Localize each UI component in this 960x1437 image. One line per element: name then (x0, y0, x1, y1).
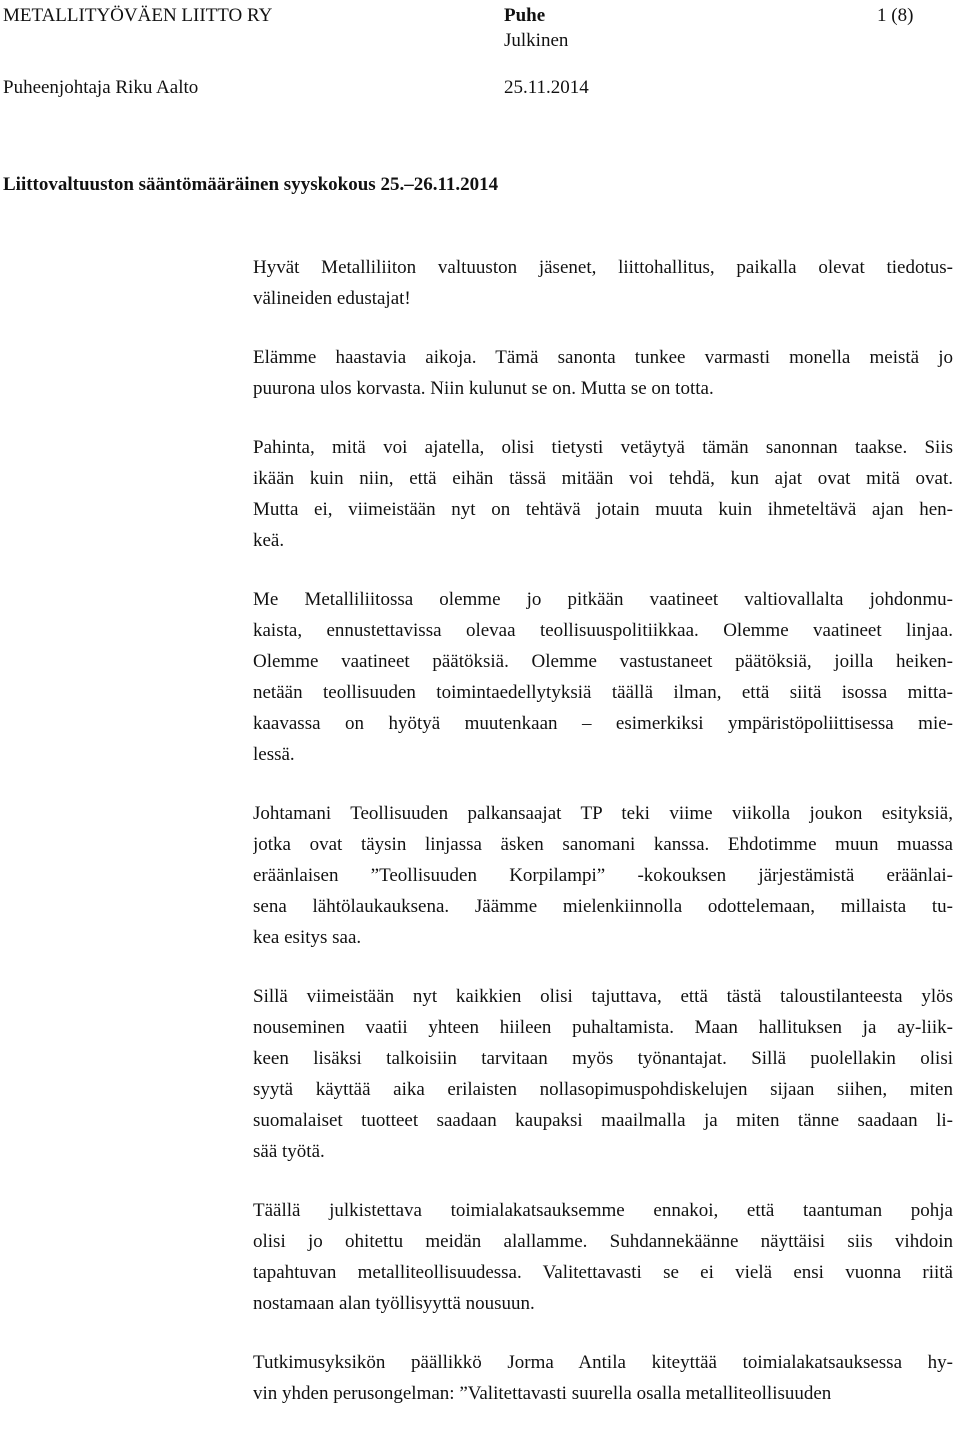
paragraph-line: Mutta ei, viimeistään nyt on tehtävä jotain muuta kuin ihmeteltävä ajan hen- (253, 499, 953, 520)
document-classification: Julkinen (504, 30, 569, 51)
paragraph-line: keä. (253, 530, 285, 551)
document-title: Liittovaltuuston sääntömääräinen syyskokous 25.–26.11.2014 (3, 174, 499, 195)
paragraph-line: Olemme vaatineet päätöksiä. Olemme vastustaneet päätöksiä, joilla heiken- (253, 651, 953, 672)
speech-paragraph (253, 1195, 953, 1319)
paragraph-line: eräänlaisen ”Teollisuuden Korpilampi” -kokouksen järjestämistä eräänlai- (253, 865, 953, 886)
speech-body (253, 252, 953, 1437)
speech-paragraph (253, 798, 953, 953)
paragraph-line: Me Metalliliitossa olemme jo pitkään vaatineet valtiovallalta johdonmu- (253, 589, 953, 610)
document-date: 25.11.2014 (504, 77, 589, 98)
paragraph-line: sena lähtölaukauksena. Jäämme mielenkiinnolla odottelemaan, millaista tu- (253, 896, 953, 917)
organization-name: METALLITYÖVÄEN LIITTO RY (3, 5, 273, 26)
paragraph-line: puurona ulos korvasta. Niin kulunut se on. Mutta se on totta. (253, 378, 714, 399)
paragraph-line: syytä käyttää aika erilaisten nollasopimuspohdiskelujen sijaan siihen, miten (253, 1079, 953, 1100)
paragraph-line: lessä. (253, 744, 295, 765)
paragraph-line: Sillä viimeistään nyt kaikkien olisi tajuttava, että tästä taloustilanteesta ylös (253, 986, 953, 1007)
paragraph-line: Pahinta, mitä voi ajatella, olisi tietysti vetäytyä tämän sanonnan taakse. Siis (253, 437, 953, 458)
paragraph-line: Elämme haastavia aikoja. Tämä sanonta tunkee varmasti monella meistä jo (253, 347, 953, 368)
speech-paragraph (253, 1347, 953, 1409)
paragraph-line: tapahtuvan metalliteollisuudessa. Valitettavasti se ei vielä ensi vuonna riitä (253, 1262, 953, 1283)
paragraph-line: Täällä julkistettava toimialakatsauksemme ennakoi, että taantuman pohja (253, 1200, 953, 1221)
paragraph-line: Tutkimusyksikön päällikkö Jorma Antila kiteyttää toimialakatsauksessa hy- (253, 1352, 953, 1373)
paragraph-line: välineiden edustajat! (253, 288, 411, 309)
paragraph-line: netään teollisuuden toimintaedellytyksiä täällä ilman, että siitä isossa mitta- (253, 682, 953, 703)
speech-paragraph (253, 584, 953, 770)
speech-paragraph (253, 252, 953, 314)
paragraph-line: Hyvät Metalliliiton valtuuston jäsenet, liittohallitus, paikalla olevat tiedotus- (253, 257, 953, 278)
paragraph-line: vin yhden perusongelman: ”Valitettavasti suurella osalla metalliteollisuuden (253, 1383, 832, 1404)
paragraph-line: kea esitys saa. (253, 927, 362, 948)
paragraph-line: Johtamani Teollisuuden palkansaajat TP teki viime viikolla joukon esityksiä, (253, 803, 953, 824)
paragraph-line: keen lisäksi talkoisiin tarvitaan myös työnantajat. Sillä puolellakin olisi (253, 1048, 953, 1069)
speech-paragraph (253, 981, 953, 1167)
paragraph-line: kaista, ennustettavissa olevaa teollisuuspolitiikkaa. Olemme vaatineet linjaa. (253, 620, 953, 641)
document-type: Puhe (504, 5, 546, 26)
speech-paragraph (253, 432, 953, 556)
paragraph-line: nostamaan alan työllisyyttä nousuun. (253, 1293, 535, 1314)
paragraph-line: nouseminen vaatii yhteen hiileen puhaltamista. Maan hallituksen ja ay-liik- (253, 1017, 953, 1038)
page-number: 1 (8) (877, 5, 914, 26)
paragraph-line: kaavassa on hyötyä muutenkaan – esimerkiksi ympäristöpoliittisessa mie- (253, 713, 953, 734)
paragraph-line: jotka ovat täysin linjassa äsken sanomani kanssa. Ehdotimme muun muassa (253, 834, 953, 855)
speech-paragraph (253, 342, 953, 404)
paragraph-line: olisi jo ohitettu meidän alallamme. Suhdannekäänne näyttäisi siis vihdoin (253, 1231, 953, 1252)
paragraph-line: suomalaiset tuotteet saadaan kaupaksi maailmalla ja miten tänne saadaan li- (253, 1110, 953, 1131)
document-author: Puheenjohtaja Riku Aalto (3, 77, 199, 98)
paragraph-line: ikään kuin niin, että eihän tässä mitään voi tehdä, kun ajat ovat mitä ovat. (253, 468, 953, 489)
paragraph-line: sää työtä. (253, 1141, 325, 1162)
